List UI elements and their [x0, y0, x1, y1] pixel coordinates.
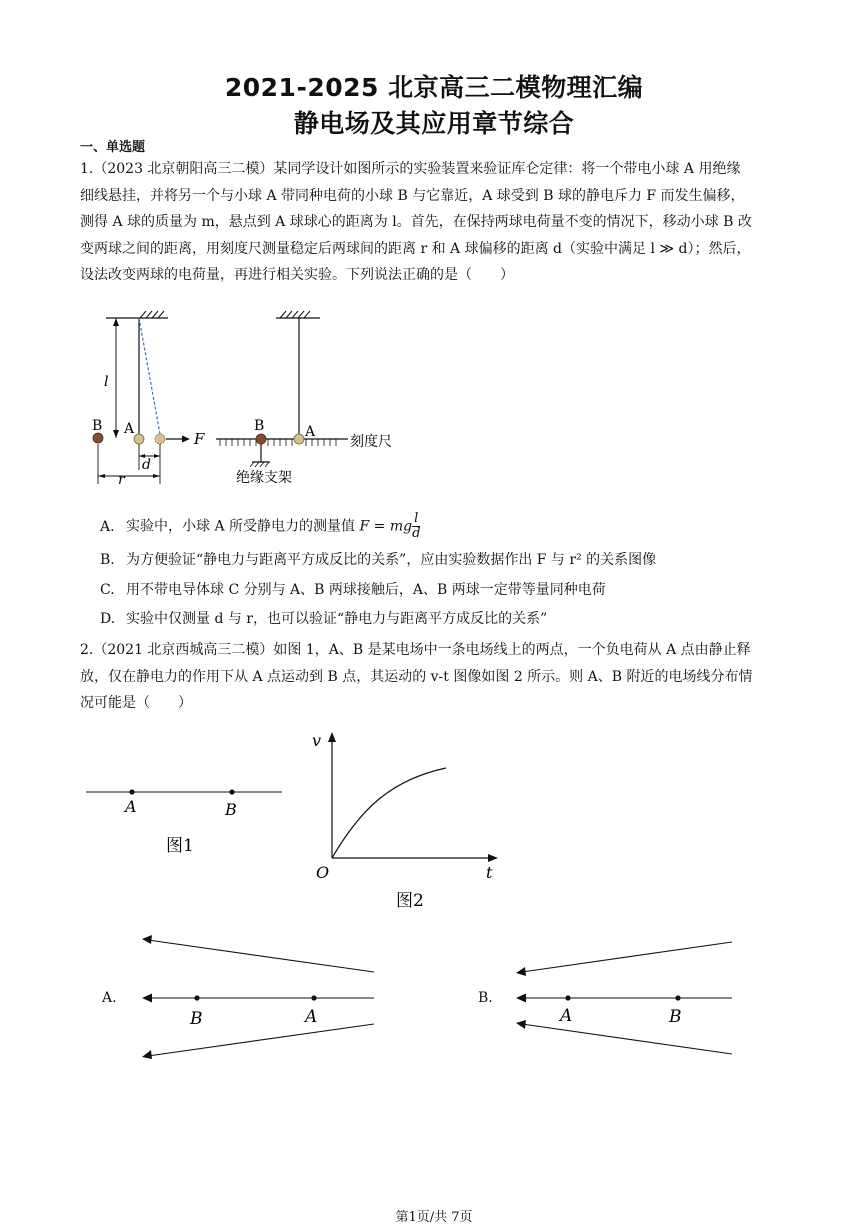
formula-lhs: F = mg: [359, 518, 413, 535]
fraction-numerator: l: [412, 512, 420, 527]
question-1-option-b[interactable]: [100, 550, 656, 570]
section-heading: 一、单选题: [80, 140, 146, 155]
question-2-option-b-diagram[interactable]: [508, 930, 738, 1064]
option-b-point-left: A: [560, 1006, 573, 1026]
ruler-label: 刻度尺: [350, 434, 392, 450]
question-2-option-a-label[interactable]: A.: [102, 990, 117, 1006]
ball-b-right: [256, 434, 266, 444]
question-1-line: 1.（2023 北京朝阳高三二模）某同学设计如图所示的实验装置来验证库仑定律：将一个带电小球 A 用绝缘: [80, 161, 741, 177]
axis-v-label: v: [312, 731, 322, 750]
question-1-line: 设法改变两球的电荷量，再进行相关实验。下列说法正确的是（ ）: [80, 267, 514, 284]
ball-b-right-label: B: [254, 418, 265, 434]
option-label: D.: [100, 611, 116, 627]
question-1-line: 细线悬挂，并将另一个与小球 A 带同种电荷的小球 B 与它靠近，A 球受到 B 球的静电斥力 F 而发生偏移，: [80, 187, 745, 204]
force-label: F: [194, 430, 205, 448]
option-text: 为方便验证“静电力与距离平方成反比的关系”，应由实验数据作出 F 与 r² 的关系图像: [126, 552, 657, 568]
length-label: l: [104, 374, 109, 390]
question-1-text: [80, 156, 792, 289]
question-1-option-a[interactable]: [100, 512, 420, 541]
origin-label: O: [316, 863, 330, 882]
question-2-text: [80, 637, 792, 717]
question-1-line: 测得 A 球的质量为 m，悬点到 A 球球心的距离为 l。首先，在保持两球电荷量不变的情况下，移动小球 B 改: [80, 214, 752, 231]
question-2-line: 况可能是（ ）: [80, 695, 192, 712]
figure-1-point-a: A: [125, 797, 137, 816]
figure-1-field-line: [84, 770, 290, 860]
question-2-line: 放，仅在静电力的作用下从 A 点运动到 B 点，其运动的 v-t 图像如图 2 所示。则 A、B 附近的电场线分布情: [80, 668, 753, 685]
fraction-denominator: d: [412, 526, 421, 541]
option-label: A.: [100, 518, 115, 535]
distance-label: r: [118, 472, 125, 488]
axis-t-label: t: [486, 863, 493, 882]
option-label: B.: [100, 552, 115, 568]
question-2-option-a-diagram[interactable]: [138, 930, 378, 1064]
velocity-curve: [332, 768, 446, 858]
option-a-point-left: B: [190, 1009, 203, 1029]
question-2-line: 2.（2021 北京西城高三二模）如图 1，A、B 是某电场中一条电场线上的两点，一个负电荷从 A 点由静止释: [80, 642, 751, 658]
ball-a-rest: [134, 434, 144, 444]
question-2-option-b-label[interactable]: B.: [478, 990, 493, 1006]
ball-b-left: [93, 433, 103, 443]
figure-1-point-b: B: [225, 800, 237, 819]
ball-a-label: A: [124, 421, 135, 437]
question-1-option-c[interactable]: [100, 580, 606, 600]
page-title: 2021-2025 北京高三二模物理汇编: [224, 73, 644, 102]
option-a-point-right: A: [305, 1007, 318, 1027]
figure-2-vt-graph: [300, 730, 510, 910]
ball-a-right-label: A: [305, 424, 316, 440]
offset-label: d: [142, 457, 151, 473]
ball-a-deflected: [155, 434, 165, 444]
formula-fraction: [412, 512, 420, 541]
page-number: 第1页/共 7页: [395, 1210, 473, 1225]
stand-label: 绝缘支架: [236, 470, 292, 486]
option-text: 实验中仅测量 d 与 r，也可以验证“静电力与距离平方成反比的关系”: [126, 611, 548, 627]
page-subtitle: 静电场及其应用章节综合: [293, 109, 575, 138]
ball-b-label: B: [92, 418, 103, 434]
option-text: 实验中，小球 A 所受静电力的测量值: [126, 518, 360, 535]
option-label: C.: [100, 582, 115, 598]
option-text: 用不带电导体球 C 分别与 A、B 两球接触后，A、B 两球一定带等量同种电荷: [126, 582, 606, 598]
figure-1-caption: 图1: [166, 836, 194, 856]
figure-2-caption: 图2: [396, 891, 424, 910]
question-1-option-d[interactable]: [100, 609, 547, 629]
ball-a-right: [294, 434, 304, 444]
question-1-line: 变两球之间的距离，用刻度尺测量稳定后两球间的距离 r 和 A 球偏移的距离 d（实验中满足 l ≫ d）；然后，: [80, 240, 751, 257]
coulomb-experiment-figure: [80, 306, 420, 492]
option-b-point-right: B: [669, 1007, 682, 1027]
